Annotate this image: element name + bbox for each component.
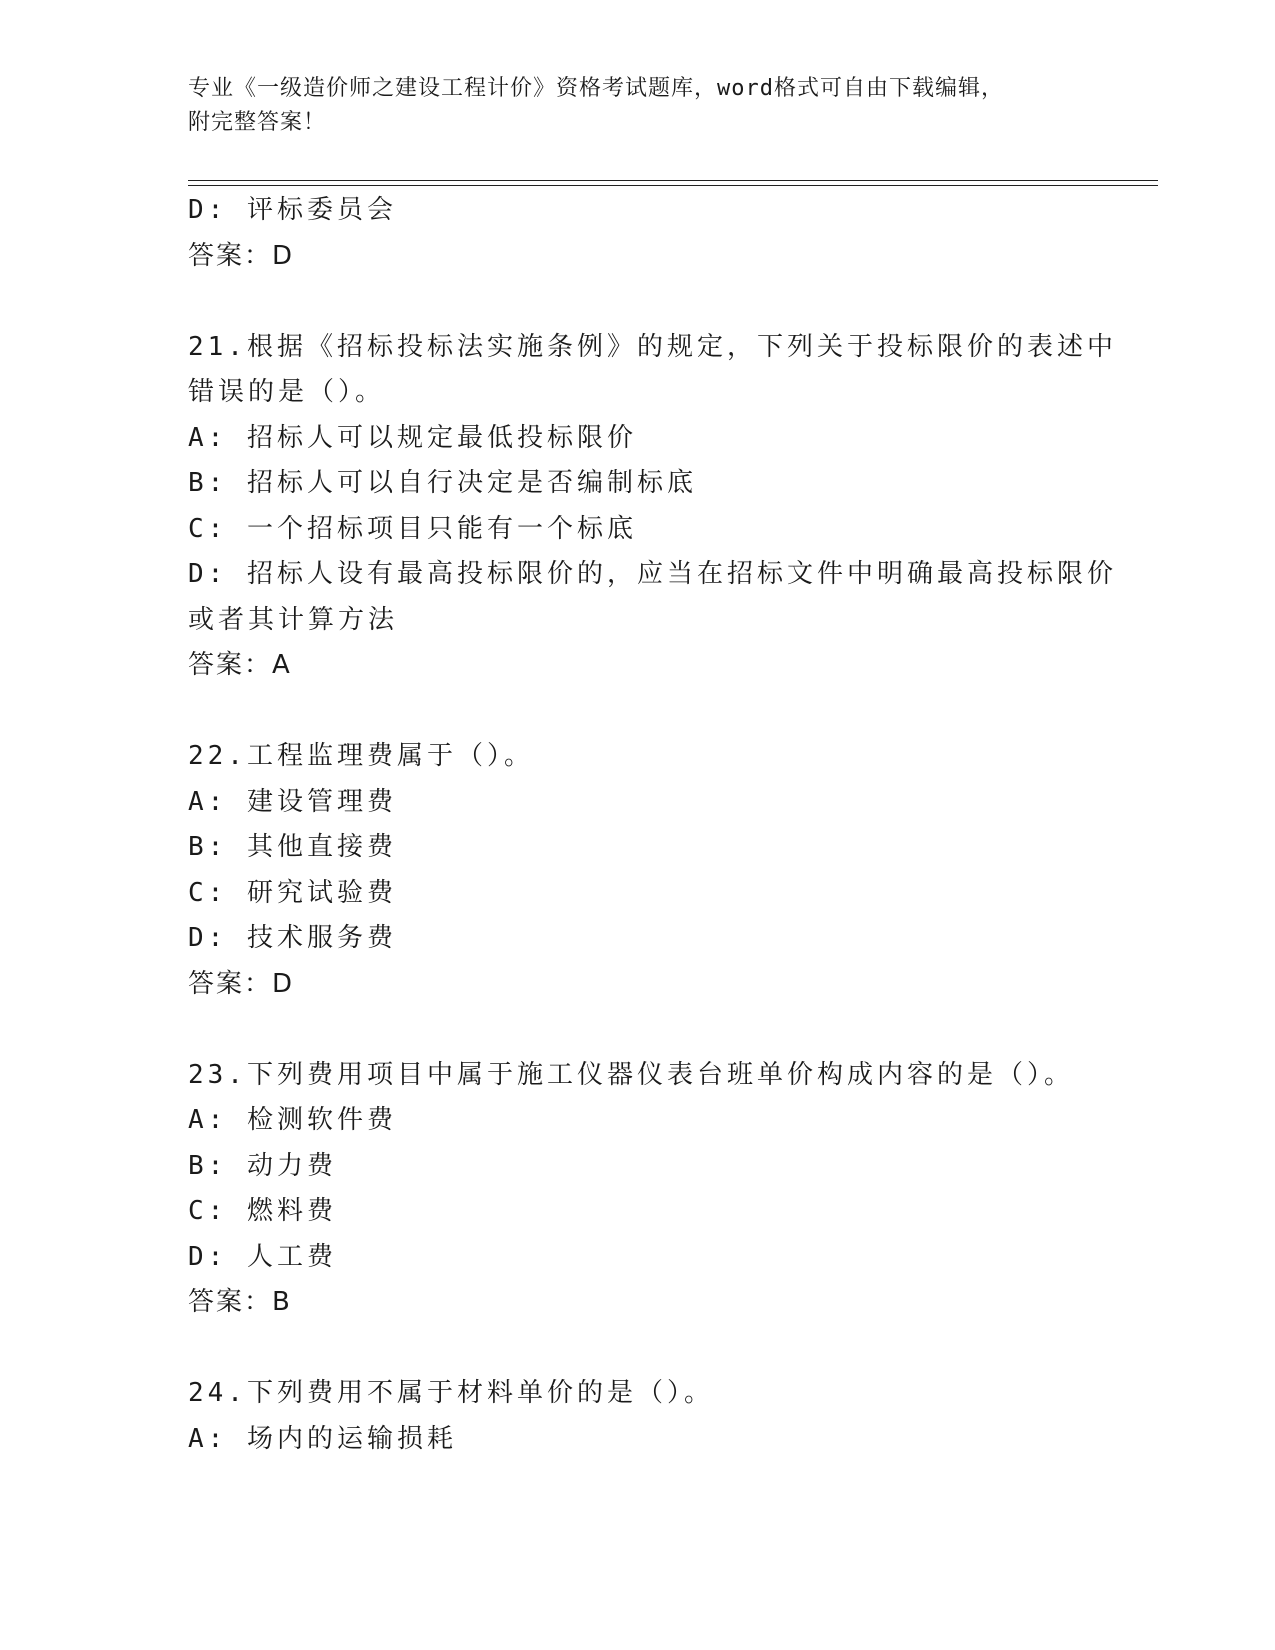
option-d: D: 招标人设有最高投标限价的，应当在招标文件中明确最高投标限价 xyxy=(188,559,1117,589)
option-d: D: 评标委员会 xyxy=(188,195,397,225)
previous-question-tail xyxy=(188,188,1088,279)
question-21 xyxy=(188,325,1117,689)
option-d: D: 人工费 xyxy=(188,1241,337,1272)
spacer xyxy=(188,1326,1088,1372)
answer-line: 答案：A xyxy=(188,650,292,680)
option-a: A: 建设管理费 xyxy=(188,786,397,817)
option-c: C: 燃料费 xyxy=(188,1196,337,1226)
option-b: B: 招标人可以自行决定是否编制标底 xyxy=(188,468,697,498)
question-stem-continued: 错误的是（）。 xyxy=(188,377,386,407)
header-line-2: 附完整答案！ xyxy=(188,110,327,135)
answer-line: 答案：D xyxy=(188,240,295,271)
option-a: A: 检测软件费 xyxy=(188,1105,397,1135)
answer-line: 答案：B xyxy=(188,1287,292,1317)
question-22 xyxy=(188,734,1088,1007)
option-b: B: 动力费 xyxy=(188,1150,337,1181)
option-c: C: 研究试验费 xyxy=(188,877,397,908)
question-23 xyxy=(188,1053,1088,1326)
spacer xyxy=(188,1007,1088,1053)
option-a: A: 招标人可以规定最低投标限价 xyxy=(188,422,637,453)
spacer xyxy=(188,279,1088,325)
question-stem: 21.根据《招标投标法实施条例》的规定，下列关于投标限价的表述中 xyxy=(188,331,1117,362)
question-stem: 22.工程监理费属于（）。 xyxy=(188,741,534,771)
option-d: D: 技术服务费 xyxy=(188,923,397,953)
option-c: C: 一个招标项目只能有一个标底 xyxy=(188,513,637,544)
question-list xyxy=(188,188,1117,1462)
option-b: B: 其他直接费 xyxy=(188,832,397,862)
header-line-1: 专业《一级造价师之建设工程计价》资格考试题库，word格式可自由下载编辑， xyxy=(188,76,1004,101)
header-divider-top xyxy=(188,180,1158,181)
option-d-continued: 或者其计算方法 xyxy=(188,604,399,635)
question-stem: 24.下列费用不属于材料单价的是（）。 xyxy=(188,1378,714,1408)
spacer xyxy=(188,689,1088,735)
answer-line: 答案：D xyxy=(188,968,295,999)
question-24 xyxy=(188,1371,1088,1462)
question-stem: 23.下列费用项目中属于施工仪器仪表台班单价构成内容的是（）。 xyxy=(188,1059,1074,1090)
header-divider-bottom xyxy=(188,185,1158,186)
document-header xyxy=(188,72,1088,140)
option-a: A: 场内的运输损耗 xyxy=(188,1423,457,1454)
